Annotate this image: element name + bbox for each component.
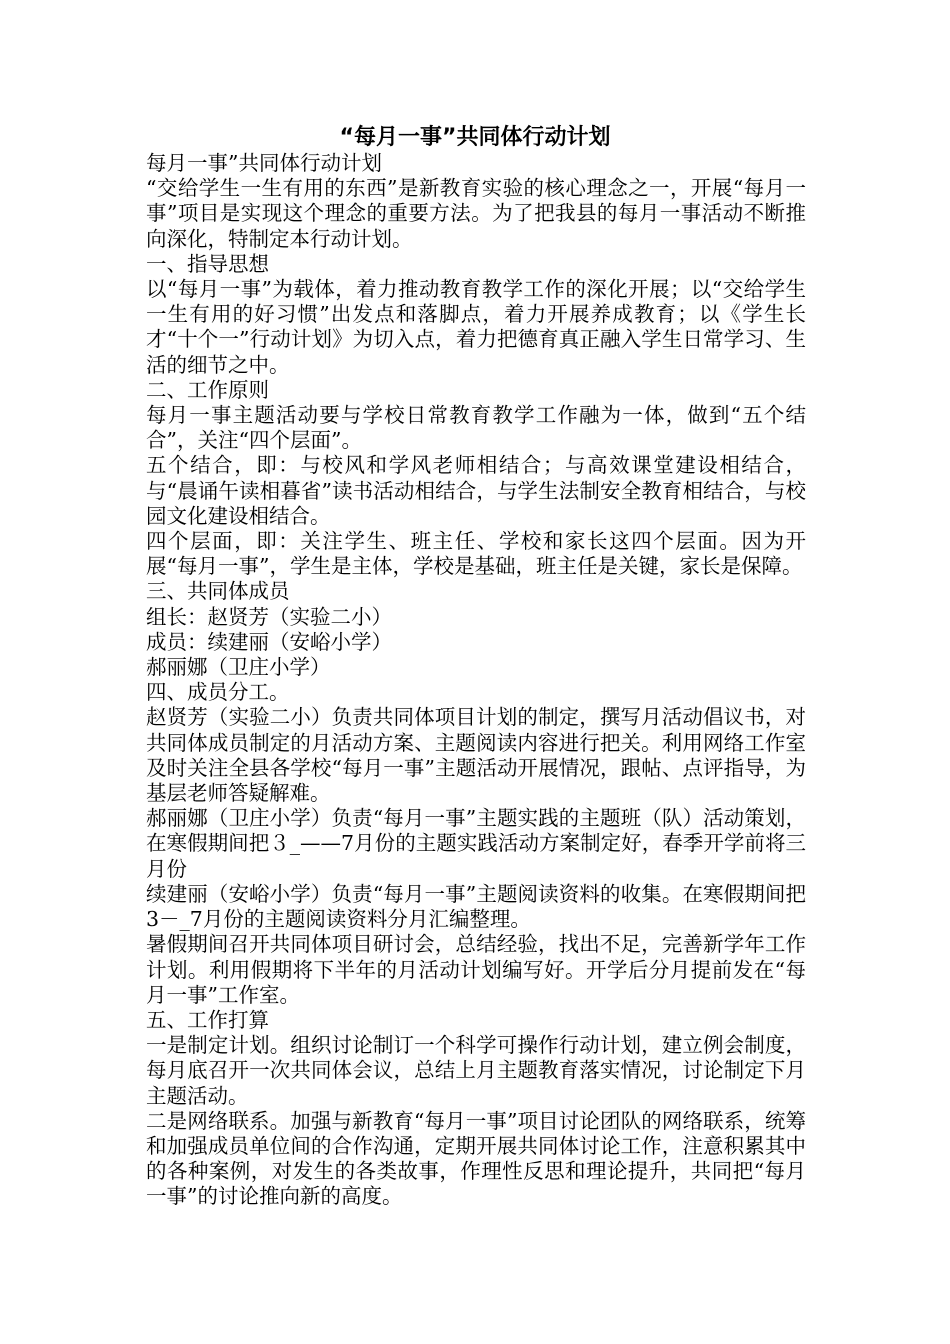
paragraph-five-combinations: 五个结合，即：与校风和学风老师相结合；与高效课堂建设相结合，与“晨诵午读相暮省”读书活动相结合，与学生法制安全教育相结合，与校园文化建设相结合。	[146, 453, 806, 528]
section-heading-principles: 二、工作原则	[146, 377, 269, 402]
section-heading-members: 三、共同体成员	[146, 579, 290, 604]
paragraph-duty-zhao: 赵贤芳（实验二小）负责共同体项目计划的制定，撰写月活动倡议书，对共同体成员制定的月活动方案、主题阅读内容进行把关。利用网络工作室及时关注全县各学校“每月一事”主题活动开展情况，跟帖、点评指导，为基层老师答疑解难。	[146, 705, 806, 806]
paragraph-duty-xu: 续建丽（安峪小学）负责“每月一事”主题阅读资料的收集。在寒假期间把3－_7月份的主题阅读资料分月汇编整理。	[146, 881, 806, 932]
paragraph-plan-two: 二是网络联系。加强与新教育“每月一事”项目讨论团队的网络联系，统筹和加强成员单位间的合作沟通，定期开展共同体讨论工作，注意积累其中的各种案例，对发生的各类故事，作理性反思和理论提升，共同把“每月一事”的讨论推向新的高度。	[146, 1108, 806, 1209]
section-heading-guiding-thought: 一、指导思想	[146, 251, 269, 276]
member-two: 郝丽娜（卫庄小学）	[146, 655, 331, 680]
paragraph-plan-one: 一是制定计划。组织讨论制订一个科学可操作行动计划，建立例会制度，每月底召开一次共同体会议，总结上月主题教育落实情况，讨论制定下月主题活动。	[146, 1033, 806, 1108]
document-body	[146, 151, 806, 1210]
paragraph-four-levels: 四个层面，即：关注学生、班主任、学校和家长这四个层面。因为开展“每月一事”，学生是主体，学校是基础，班主任是关键，家长是保障。	[146, 529, 806, 579]
paragraph-duty-hao: 郝丽娜（卫庄小学）负责“每月一事”主题实践的主题班（队）活动策划，在寒假期间把３_——7月份的主题实践活动方案制定好，春季开学前将三月份	[146, 806, 806, 881]
member-one: 成员：续建丽（安峪小学）	[146, 629, 392, 654]
paragraph-subtitle: 每月一事”共同体行动计划	[146, 151, 382, 175]
paragraph-summer-meeting: 暑假期间召开共同体项目研讨会，总结经验，找出不足，完善新学年工作计划。利用假期将下半年的月活动计划编写好。开学后分月提前发在“每月一事”工作室。	[146, 932, 806, 1007]
paragraph-intro: “交给学生一生有用的东西”是新教育实验的核心理念之一，开展“每月一事”项目是实现这个理念的重要方法。为了把我县的每月一事活动不断推向深化，特制定本行动计划。	[146, 176, 806, 251]
document-title: “每月一事”共同体行动计划	[339, 125, 611, 150]
paragraph-guiding-thought: 以“每月一事”为载体，着力推动教育教学工作的深化开展；以“交给学生一生有用的好习惯”出发点和落脚点，着力开展养成教育；以《学生长才“十个一”行动计划》为切入点，着力把德育真正融入学生日常学习、生活的细节之中。	[146, 277, 806, 377]
section-heading-plans: 五、工作打算	[146, 1007, 269, 1032]
member-leader: 组长：赵贤芳（实验二小）	[146, 604, 392, 629]
section-heading-division: 四、成员分工。	[146, 680, 290, 705]
paragraph-principles: 每月一事主题活动要与学校日常教育教学工作融为一体，做到“五个结合”，关注“四个层面”。	[146, 403, 806, 453]
